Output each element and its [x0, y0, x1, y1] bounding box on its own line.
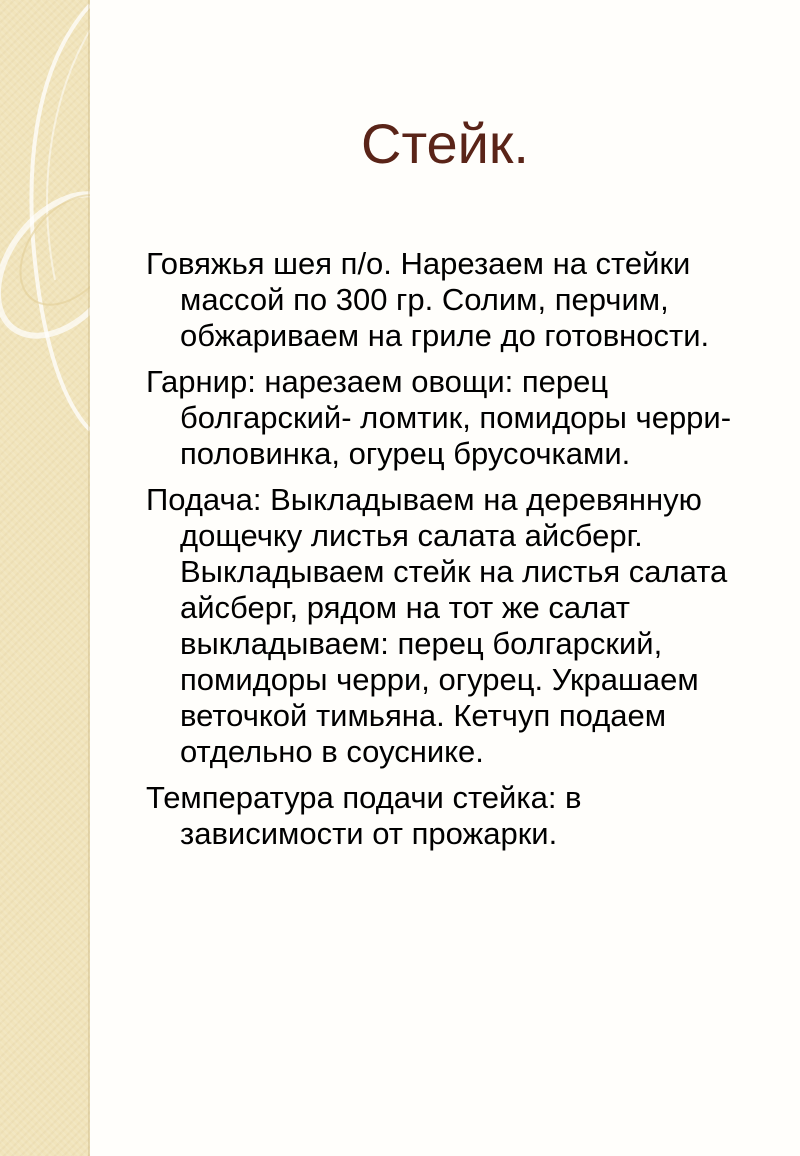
paragraph-preparation: Говяжья шея п/о. Нарезаем на стейки массой по 300 гр. Солим, перчим, обжариваем на гриле до готовности.: [146, 246, 710, 353]
slide-title: Стейк.: [361, 112, 529, 175]
paragraph-serving: Подача: Выкладываем на деревянную дощечку листья салата айсберг. Выкладываем стейк на листья салата айсберг, рядом на тот же салат выкладываем: перец болгарский, помидоры черри, огурец. Украшаем веточкой тимьяна. Кетчуп подаем отдельно в соуснике.: [146, 482, 728, 769]
slide-body: [146, 246, 766, 862]
decorative-swirl-graphic: [0, 0, 90, 1156]
paragraph-temperature: Температура подачи стейка: в зависимости от прожарки.: [146, 780, 582, 851]
paragraph-garnish: Гарнир: нарезаем овощи: перец болгарский- ломтик, помидоры черри- половинка, огурец брусочками.: [146, 364, 732, 471]
decorative-side-band: [0, 0, 90, 1156]
